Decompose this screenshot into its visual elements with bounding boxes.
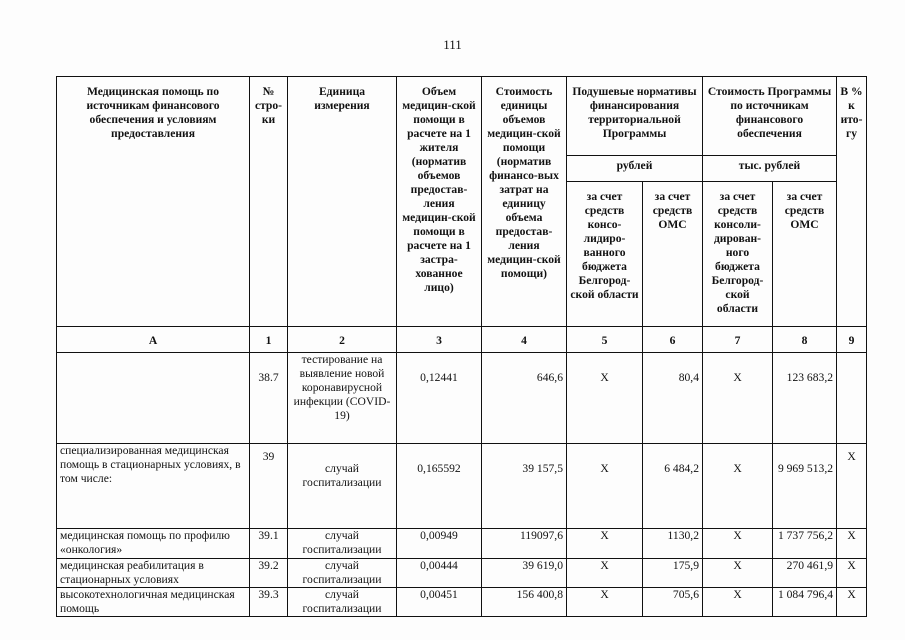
column-number: 4 (482, 327, 567, 353)
cell-row-number: 39.3 (250, 588, 288, 617)
cell-budget-per-capita: Х (567, 529, 643, 559)
column-number: 6 (643, 327, 703, 353)
column-number: 1 (250, 327, 288, 353)
header-unit-thousand-rubles: тыс. рублей (703, 156, 837, 182)
cell-oms-total: 9 969 513,2 (773, 444, 837, 529)
column-number-row (57, 327, 867, 353)
header-oms-total: за счет средств ОМС (773, 182, 837, 327)
cell-row-number: 39.1 (250, 529, 288, 559)
column-number: 5 (567, 327, 643, 353)
cell-volume: 0,12441 (397, 353, 482, 444)
header-budget-per-capita: за счет средств консо-лидиро-ванного бюджета Белгород-ской области (567, 182, 643, 327)
cell-oms-per-capita: 175,9 (643, 559, 703, 588)
header-unit: Единица измерения (288, 77, 397, 327)
cell-unit-cost: 156 400,8 (482, 588, 567, 617)
header-volume: Объем медицин-ской помощи в расчете на 1 жителя (норматив объемов предостав-ления медицин-ской помощи в расчете на 1 застра-хованное лицо) (397, 77, 482, 327)
cell-volume: 0,165592 (397, 444, 482, 529)
cell-oms-per-capita: 6 484,2 (643, 444, 703, 529)
cell-budget-total: Х (703, 559, 773, 588)
cell-budget-total: Х (703, 588, 773, 617)
table-row (57, 588, 867, 617)
cell-volume: 0,00949 (397, 529, 482, 559)
cell-unit: случай госпитализации (288, 444, 397, 529)
column-number: 8 (773, 327, 837, 353)
cell-unit-cost: 119097,6 (482, 529, 567, 559)
cell-oms-total: 123 683,2 (773, 353, 837, 444)
header-row-1 (57, 77, 867, 156)
header-per-capita-group: Подушевые нормативы финансирования территориальной Программы (567, 77, 703, 156)
cell-unit-cost: 39 157,5 (482, 444, 567, 529)
cell-oms-total: 1 084 796,4 (773, 588, 837, 617)
table-row (57, 529, 867, 559)
header-oms-per-capita: за счет средств ОМС (643, 182, 703, 327)
cell-row-number: 39.2 (250, 559, 288, 588)
cell-service-name: высокотехнологичная медицинская помощь (57, 588, 250, 617)
header-program-cost-group: Стоимость Программы по источникам финансового обеспечения (703, 77, 837, 156)
cell-service-name: специализированная медицинская помощь в стационарных условиях, в том числе: (57, 444, 250, 529)
cell-unit: случай госпитализации (288, 588, 397, 617)
cell-budget-per-capita: Х (567, 559, 643, 588)
cell-budget-total: Х (703, 529, 773, 559)
cell-percent: Х (837, 559, 867, 588)
cell-row-number: 38.7 (250, 353, 288, 444)
financing-table (56, 76, 867, 617)
column-number: 7 (703, 327, 773, 353)
cell-unit: случай госпитализации (288, 529, 397, 559)
header-unit-cost: Стоимость единицы объемов медицин-ской помощи (норматив финансо-вых затрат на единицу объема предостав-ления медицин-ской помощи) (482, 77, 567, 327)
cell-unit: случай госпитализации (288, 559, 397, 588)
cell-percent: Х (837, 444, 867, 529)
cell-oms-per-capita: 705,6 (643, 588, 703, 617)
cell-budget-per-capita: Х (567, 588, 643, 617)
table-row (57, 353, 867, 444)
cell-service-name: медицинская помощь по профилю «онкология» (57, 529, 250, 559)
header-row-number: № стро-ки (250, 77, 288, 327)
cell-budget-total: Х (703, 353, 773, 444)
column-number: 3 (397, 327, 482, 353)
column-number: 2 (288, 327, 397, 353)
header-budget-total: за счет средств консоли-дирован-ного бюджета Белгород-ской области (703, 182, 773, 327)
header-service-type: Медицинская помощь по источникам финансового обеспечения и условиям предоставления (57, 77, 250, 327)
header-percent: В % к ито-гу (837, 77, 867, 327)
page-number: 111 (443, 37, 462, 52)
cell-percent (837, 353, 867, 444)
cell-oms-total: 1 737 756,2 (773, 529, 837, 559)
cell-unit-cost: 39 619,0 (482, 559, 567, 588)
cell-budget-per-capita: Х (567, 353, 643, 444)
cell-percent: Х (837, 588, 867, 617)
cell-oms-per-capita: 80,4 (643, 353, 703, 444)
cell-unit-cost: 646,6 (482, 353, 567, 444)
cell-oms-per-capita: 1130,2 (643, 529, 703, 559)
cell-service-name: медицинская реабилитация в стационарных условиях (57, 559, 250, 588)
column-number: 9 (837, 327, 867, 353)
table-row (57, 559, 867, 588)
table-row (57, 444, 867, 529)
cell-service-name (57, 353, 250, 444)
cell-oms-total: 270 461,9 (773, 559, 837, 588)
cell-budget-total: Х (703, 444, 773, 529)
cell-budget-per-capita: Х (567, 444, 643, 529)
header-unit-rubles: рублей (567, 156, 703, 182)
cell-row-number: 39 (250, 444, 288, 529)
cell-volume: 0,00444 (397, 559, 482, 588)
cell-unit: тестирование на выявление новой коронавирусной инфекции (COVID-19) (288, 353, 397, 444)
cell-percent: Х (837, 529, 867, 559)
cell-volume: 0,00451 (397, 588, 482, 617)
column-number: А (57, 327, 250, 353)
